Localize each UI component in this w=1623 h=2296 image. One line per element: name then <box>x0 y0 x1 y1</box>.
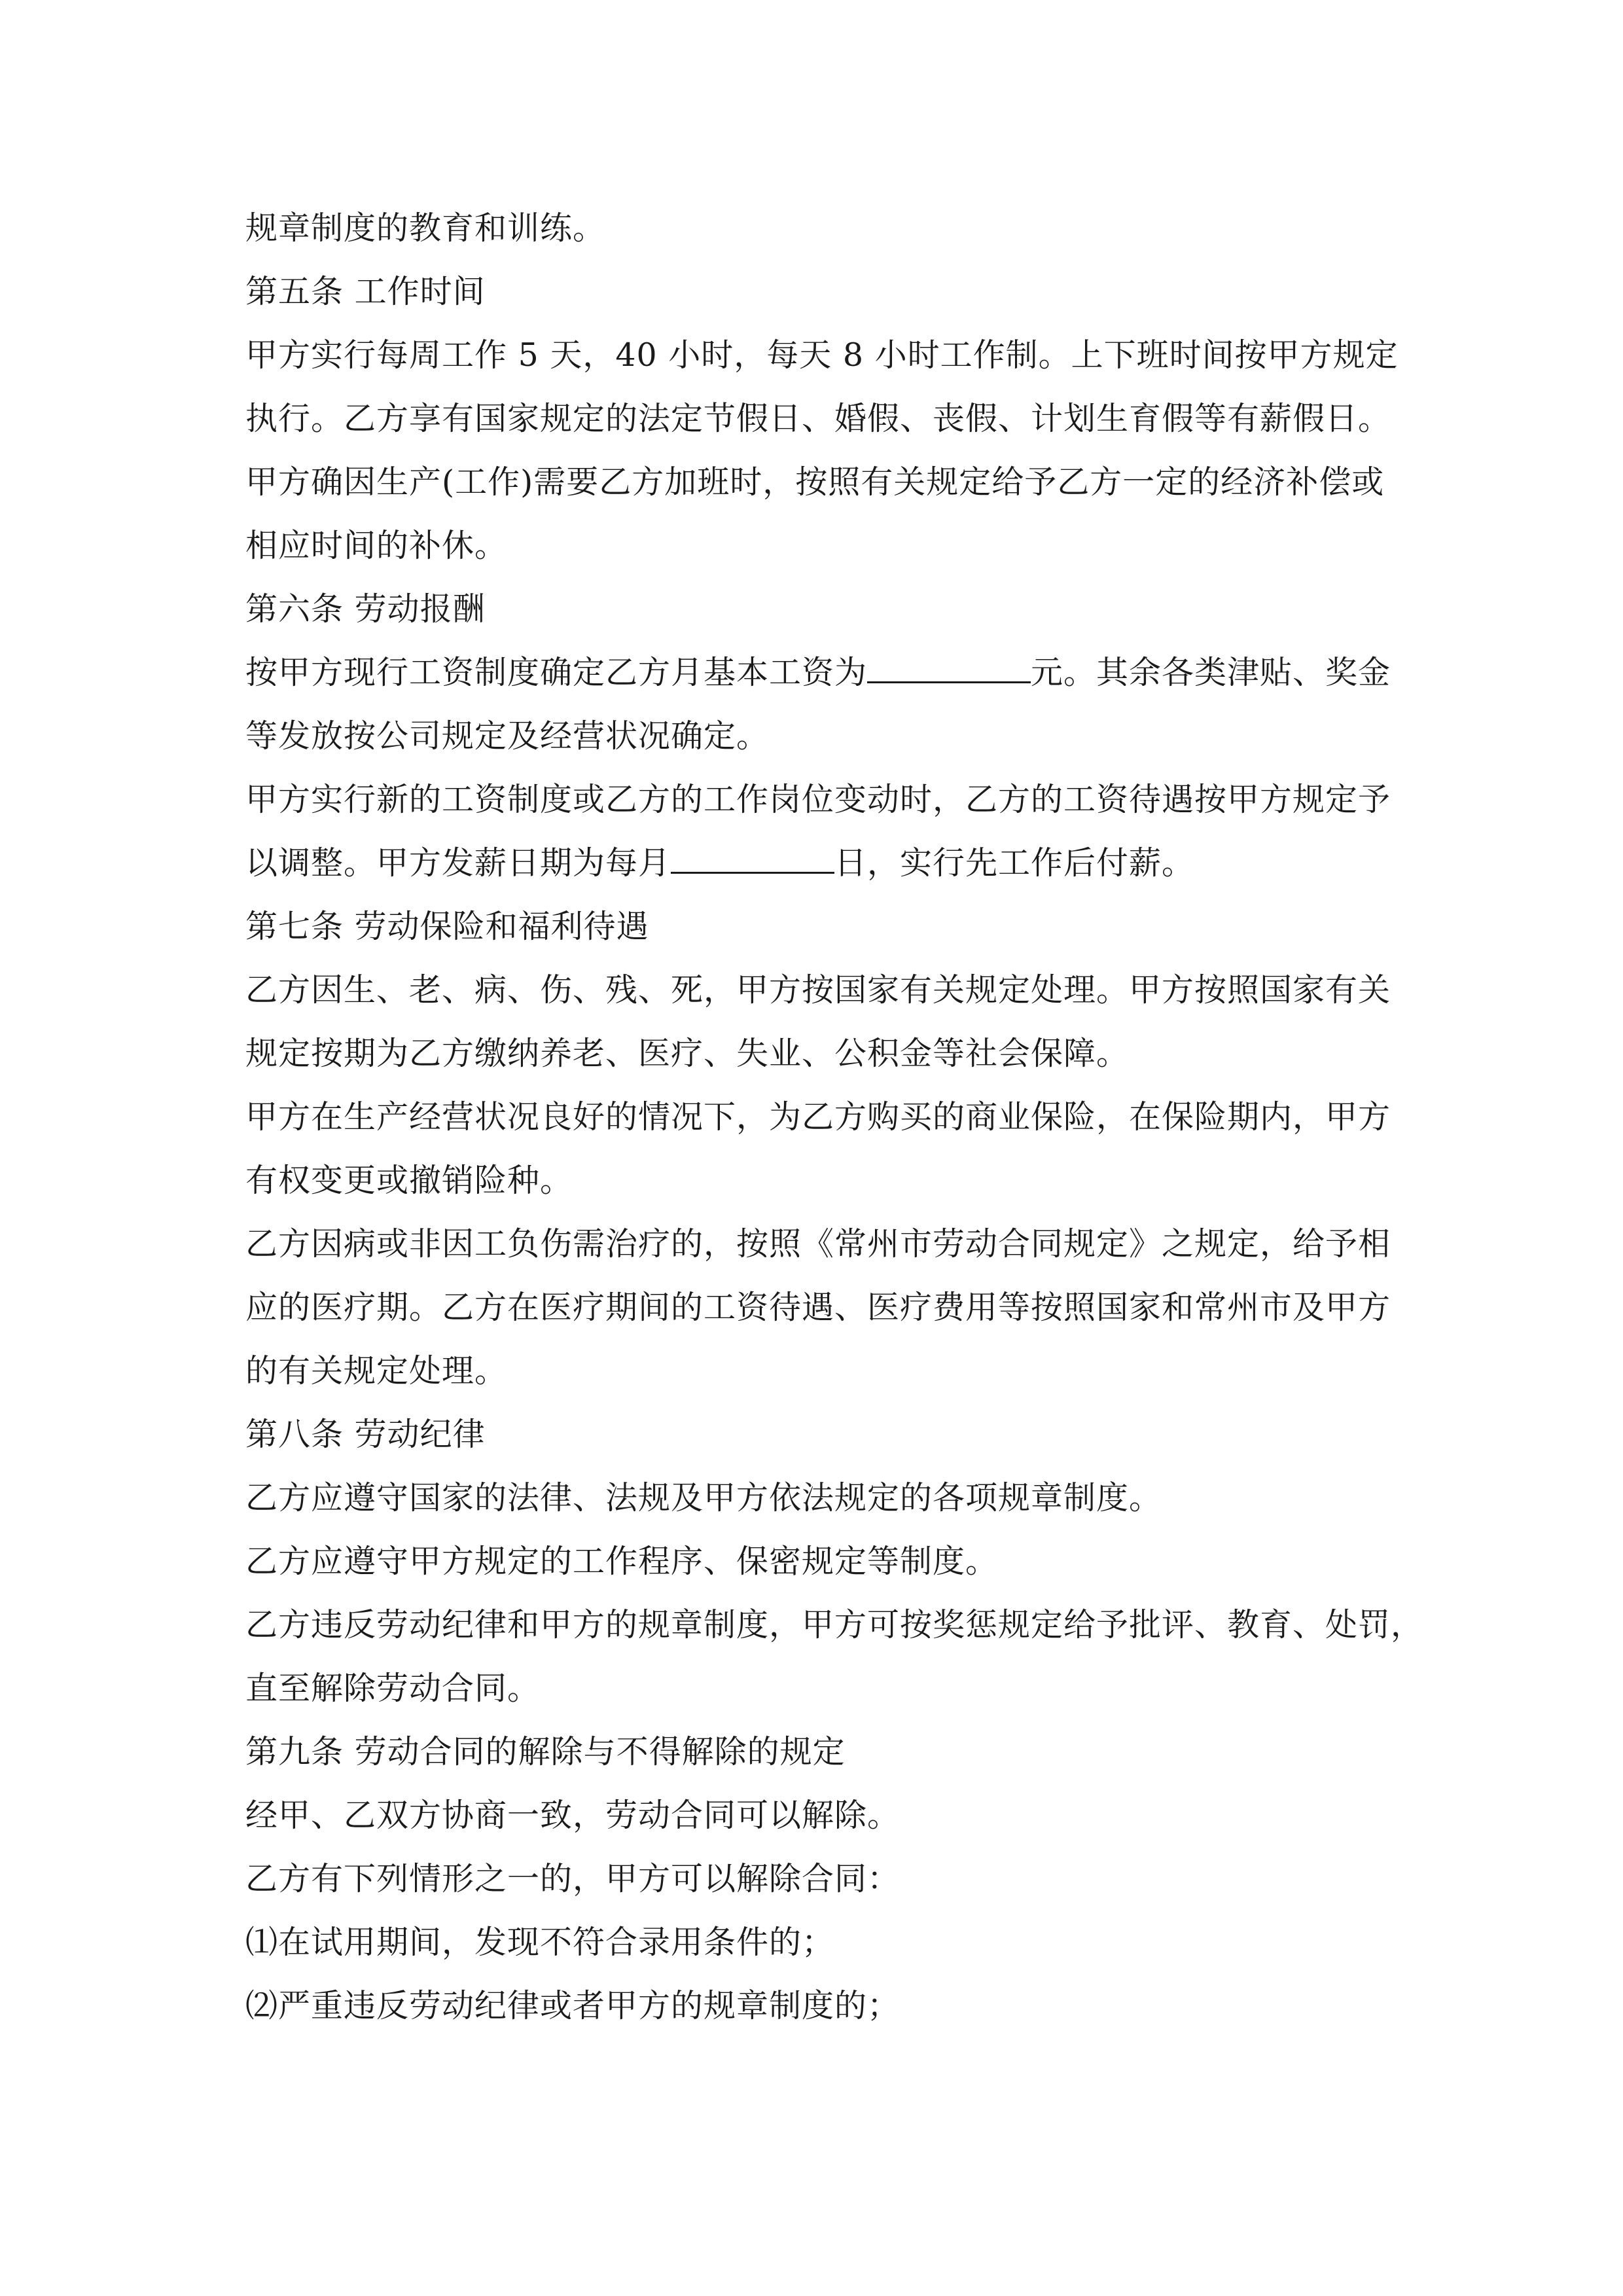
payday-blank-field[interactable] <box>671 843 834 874</box>
text-line: 乙方有下列情形之一的，甲方可以解除合同： <box>245 1860 901 1897</box>
wage-text-after: 元。其余各类津贴、奖金 <box>1031 654 1391 691</box>
contract-body <box>245 196 1424 2037</box>
text-line: 相应时间的补休。 <box>245 527 508 564</box>
text-line: 乙方应遵守甲方规定的工作程序、保密规定等制度。 <box>245 1543 999 1580</box>
text-line: 等发放按公司规定及经营状况确定。 <box>245 717 770 755</box>
payday-line <box>245 831 1397 895</box>
text-line: 规章制度的教育和训练。 <box>245 209 606 247</box>
text-line: 直至解除劳动合同。 <box>245 1670 541 1707</box>
text-line: 甲方实行新的工资制度或乙方的工作岗位变动时，乙方的工资待遇按甲方规定予 <box>245 781 1391 818</box>
text-line: 应的医疗期。乙方在医疗期间的工资待遇、医疗费用等按照国家和常州市及甲方 <box>245 1289 1391 1326</box>
article-heading: 第六条 劳动报酬 <box>245 590 486 628</box>
wage-blank-field[interactable] <box>867 653 1031 683</box>
text-line: 乙方因生、老、病、伤、残、死，甲方按国家有关规定处理。甲方按照国家有关 <box>245 971 1391 1009</box>
article-heading: 第九条 劳动合同的解除与不得解除的规定 <box>245 1733 846 1770</box>
text-line: 有权变更或撤销险种。 <box>245 1162 573 1199</box>
payday-text-before: 以调整。甲方发薪日期为每月 <box>245 844 671 882</box>
text-line: 规定按期为乙方缴纳养老、医疗、失业、公积金等社会保障。 <box>245 1035 1130 1072</box>
wage-line <box>245 641 1397 704</box>
text-line: 经甲、乙双方协商一致，劳动合同可以解除。 <box>245 1797 901 1834</box>
text-line: 乙方应遵守国家的法律、法规及甲方依法规定的各项规章制度。 <box>245 1479 1162 1516</box>
list-item: ⑵严重违反劳动纪律或者甲方的规章制度的； <box>245 1987 901 2024</box>
text-line: 的有关规定处理。 <box>245 1352 508 1390</box>
text-line: 乙方违反劳动纪律和甲方的规章制度，甲方可按奖惩规定给予批评、教育、处罚， <box>245 1606 1424 1643</box>
wage-text-before: 按甲方现行工资制度确定乙方月基本工资为 <box>245 654 868 691</box>
text-line: 甲方实行每周工作 5 天，40 小时，每天 8 小时工作制。上下班时间按甲方规定 <box>245 336 1399 374</box>
text-line: 甲方确因生产(工作)需要乙方加班时，按照有关规定给予乙方一定的经济补偿或 <box>245 463 1385 501</box>
text-line: 执行。乙方享有国家规定的法定节假日、婚假、丧假、计划生育假等有薪假日。 <box>245 400 1391 437</box>
article-heading: 第五条 工作时间 <box>245 273 486 310</box>
text-line: 乙方因病或非因工负伤需治疗的，按照《常州市劳动合同规定》之规定，给予相 <box>245 1225 1391 1263</box>
list-item: ⑴在试用期间，发现不符合录用条件的； <box>245 1924 835 1961</box>
article-heading: 第七条 劳动保险和福利待遇 <box>245 908 649 945</box>
article-heading: 第八条 劳动纪律 <box>245 1416 486 1453</box>
text-line: 甲方在生产经营状况良好的情况下，为乙方购买的商业保险，在保险期内，甲方 <box>245 1098 1391 1136</box>
payday-text-after: 日，实行先工作后付薪。 <box>834 844 1195 882</box>
